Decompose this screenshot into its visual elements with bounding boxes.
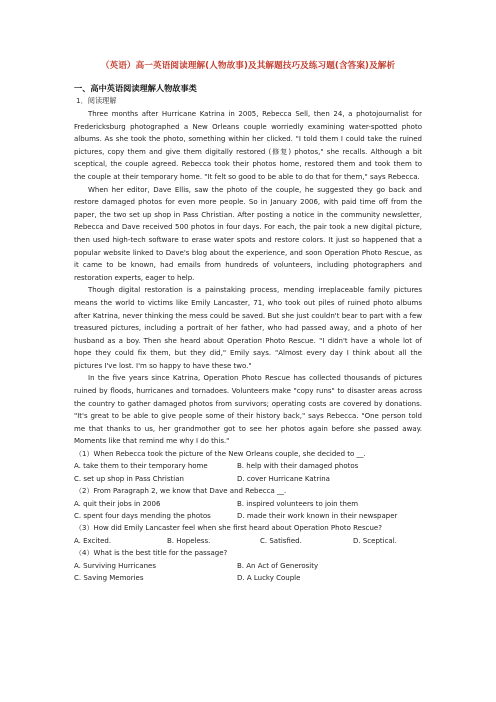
passage (74, 108, 422, 448)
question-1 (74, 448, 422, 485)
option-d: D. Sceptical. (353, 536, 397, 545)
option-a: A. take them to their temporary home (74, 462, 208, 471)
document-title: （英语）高一英语阅读理解(人物故事)及其解题技巧及练习题(含答案)及解析 (100, 61, 396, 71)
section-heading: 一、高中英语阅读理解人物故事类 (74, 83, 197, 93)
option-a: A. quit their jobs in 2006 (74, 499, 161, 508)
option-a: A. Surviving Hurricanes (74, 561, 156, 570)
option-b: B. help with their damaged photos (237, 462, 359, 471)
option-c: C. set up shop in Pass Christian (74, 474, 184, 483)
question-2 (74, 485, 422, 522)
paragraph-4: In the five years since Katrina, Operation Photo Rescue has collected thousands of pictures ruined by floods, hurricanes and tornadoes. Volunteers make "copy runs" to disaster areas across the country to gather damaged photos from survivors; operating costs are covered by donations. "It's great to be able to give people some of their history back," says Rebecca. "One person told me that thanks to us, her grandmother got to see her photos again before she passed away. Moments like that remind me why I do this." (74, 374, 422, 446)
option-c: C. Satisfied. (260, 536, 302, 545)
option-row (74, 473, 422, 485)
option-row (74, 498, 422, 510)
option-c: C. Saving Memories (74, 574, 144, 583)
option-b: B. An Act of Generosity (237, 561, 319, 570)
option-row (74, 535, 422, 547)
item-label: 1．阅读理解 (76, 96, 117, 105)
option-row (74, 460, 422, 472)
option-d: D. cover Hurricane Katrina (237, 474, 330, 483)
option-b: B. Hopeless. (167, 536, 211, 545)
option-a: A. Excited. (74, 536, 112, 545)
question-stem: （1）When Rebecca took the picture of the New Orleans couple, she decided to __. (75, 450, 366, 459)
question-4 (74, 547, 422, 584)
option-b: B. inspired volunteers to join them (237, 499, 359, 508)
question-stem: （2）From Paragraph 2, we know that Dave and Rebecca __. (75, 487, 287, 496)
option-d: D. made their work known in their newspaper (237, 512, 398, 521)
question-stem: （3）How did Emily Lancaster feel when she first heard about Operation Photo Rescue? (75, 524, 382, 533)
option-c: C. spent four days mending the photos (74, 512, 211, 521)
paragraph-3: Though digital restoration is a painstaking process, mending irreplaceable family pictures means the world to victims like Emily Lancaster, 71, who took out piles of ruined photo albums after Katrina, never thinking the mess could be saved. But she just couldn't bear to part with a few treasured pictures, including a portrait of her father, who had passed away, and a photo of her husband as a boy. Then she heard about Operation Photo Rescue. "I didn't have a whole lot of hope they could fix them, but they did," Emily says. "Almost every day I think about all the pictures I've lost. I'm so happy to have these two." (74, 286, 422, 370)
question-stem: （4）What is the best title for the passage? (75, 549, 228, 558)
option-d: D. A Lucky Couple (237, 574, 301, 583)
option-row (74, 572, 422, 584)
question-3 (74, 522, 422, 547)
option-row (74, 510, 422, 522)
option-row (74, 560, 422, 572)
paragraph-2: When her editor, Dave Ellis, saw the photo of the couple, he suggested they go back and restore damaged photos for even more people. So in January 2006, with paid time off from the paper, the two set up shop in Pass Christian. After posting a notice in the community newsletter, Rebecca and Dave received 500 photos in four days. For each, the pair took a new digital picture, then used high-tech software to erase water spots and restore colors. It just so happened that a popular website linked to Dave's blog about the experience, and soon Operation Photo Rescue, as it came to be known, had emails from hundreds of volunteers, including photographers and restoration experts, eager to help. (74, 185, 422, 282)
questions (74, 448, 422, 584)
paragraph-1: Three months after Hurricane Katrina in 2005, Rebecca Sell, then 24, a photojournalist for Fredericksburg photographed a New Orleans couple worriedly examining water-spotted photo albums. As she took the photo, something within her clicked. "I told them I could take the ruined pictures, copy them and give them digitally restored (修复) photos," she recalls. Although a bit sceptical, the couple agreed. Rebecca took their photos home, restored them and took them to the couple at their temporary home. "It felt so good to be able to do that for them," says Rebecca. (74, 110, 422, 181)
